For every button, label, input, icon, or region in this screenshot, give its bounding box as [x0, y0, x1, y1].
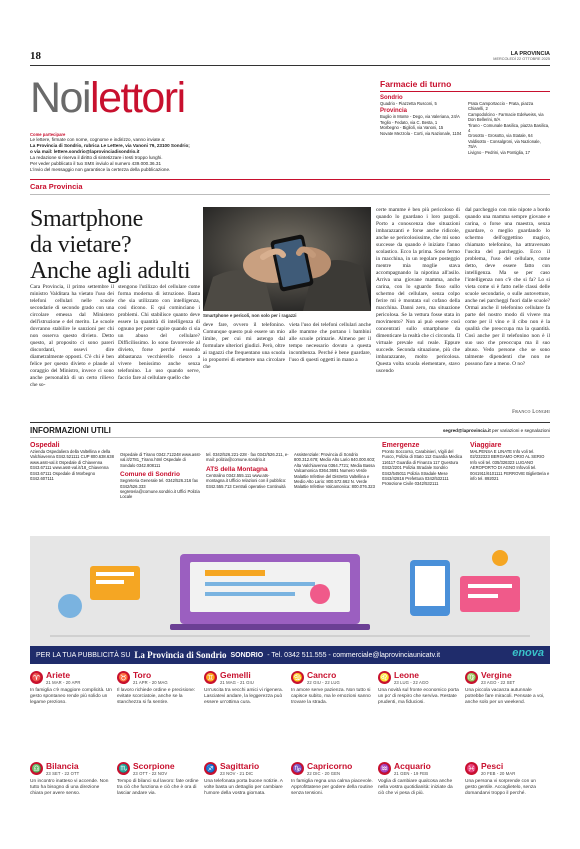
zodiac-icon: ♈: [31, 673, 42, 682]
pharmacy-item: Morbegno - Biglioli, via Vanoni, 15: [380, 125, 444, 131]
ats-title: ATS della Montagna: [206, 465, 268, 473]
pharmacy-item: Novate Mezzola - Corti, via Nazionale, 1104: [380, 130, 462, 136]
horoscope-sign-capricorno: [291, 762, 373, 846]
info-contact: [443, 428, 550, 433]
participation-line1: Le lettere, firmate con nome, cognome e indirizzo, vanno inviate a:: [30, 137, 166, 143]
participation-email[interactable]: o via mail: lettere.sondrio@laprovinciadisondrio.it: [30, 149, 140, 155]
horoscope-sign-bilancia: [30, 762, 112, 846]
horoscope-sign-ariete: [30, 671, 112, 755]
polizia-text: tel. 0342/526.221-228 · fax 0342/526.211, e-mail: polizia@comune.sondrio.it: [206, 452, 289, 463]
zodiac-text: In famiglia regna una calma piacevole. Approfittatene per godere della routine senza tensioni.: [291, 779, 373, 796]
horoscope-sign-sagittario: [204, 762, 286, 846]
zodiac-dates: 21 MAR - 20 APR: [46, 680, 81, 685]
pharmacy-item: Livigno - Pedrini, via Pontiglia, 17: [468, 149, 530, 155]
travel-title: Viaggiare: [470, 442, 502, 449]
headline-line: Smartphone: [30, 206, 143, 232]
zodiac-dates: 23 LUG - 22 AGO: [394, 680, 429, 685]
zodiac-icon: ♉: [118, 673, 129, 682]
zodiac-text: In famiglia c'è maggiore complicità. Un gesto spontaneo rende più solido un legame prezioso.: [30, 688, 112, 705]
horoscope-sign-leone: [378, 671, 460, 755]
zodiac-dates: 21 MAG - 21 GIU: [220, 680, 254, 685]
zodiac-icon: ♑: [292, 764, 303, 773]
ad-city: SONDRIO: [230, 651, 264, 659]
masthead-noi: Noi: [30, 74, 91, 122]
zodiac-text: Una persona vi sorprende con un gesto gentile. Accoglietelo, senza domandarvi troppo il perché.: [465, 779, 536, 796]
participation-line2: La Provincia di Sondrio, rubrica Le Lettere, via Vanoni 79, 23100 Sondrio;: [30, 143, 190, 149]
comune-text: Segreteria Generale tel. 0342/526.216 fax 0342/526.333 segreteria@comune.sondrio.it Uffici Polizia Locale: [120, 478, 200, 500]
zodiac-icon: ♎: [31, 764, 42, 773]
article-headline: [30, 206, 210, 284]
pharmacies-provincia-label: Provincia: [380, 108, 408, 115]
ad-contact: - Tel. 0342 511.555 - commerciale@laprovinciaunicatv.it: [267, 651, 441, 659]
pharmacy-item: Prata Camportaccio - Prata, piazza Chiarelli, 2: [468, 101, 534, 112]
headline-line: da vietare?: [30, 232, 132, 258]
ad-paper: La Provincia di Sondrio: [134, 650, 227, 660]
zodiac-name: Ariete: [46, 670, 71, 680]
zodiac-dates: 21 GEN - 19 FEB: [394, 771, 429, 776]
pharmacies-title: Farmacie di turno: [380, 79, 550, 92]
ad-bar: [30, 646, 550, 664]
zodiac-name: Leone: [394, 670, 420, 680]
zodiac-name: Acquario: [394, 761, 431, 771]
horoscope-sign-scorpione: [117, 762, 199, 846]
horoscope-sign-cancro: [291, 671, 373, 755]
participation-line6: L'invio del messaggio non garantisce la certezza della pubblicazione.: [30, 166, 171, 172]
zodiac-name: Sagittario: [220, 761, 260, 771]
comune-title: Comune di Sondrio: [120, 471, 180, 479]
zodiac-text: Voglia di cambiare qualcosa anche nella vostra quotidianità: iniziate da ciò che vi pesa di più.: [378, 779, 453, 796]
article-column-5: certe mamme è ben più pericoloso di quando lo guardano i loro pargoli. Porto a conoscenza due situazioni imbarazzanti e forse anche ridicole, anche se pericolosissime, che mi sono successe da quando è iniziato l'anno scolastico. Ecco la prima. Sono fermo in macchina, in un regolare posteggio mentre mia moglie stava accompagnando la nipotina all'asilo. Arriva una giovane mamma, anche carina, con lo sguardo fisso sullo schermo del cellulare, senza colpo ferire mi è montata sul cofano della macchina. Danni zero, ma situazione pericolosa. Se la vettura fosse stata in movimento? Non ai può essere così concentrati sullo smartphone da dimenticare la realtà che ci circonda. Il virtuale prevale sul reale. Eppure succede. Seconda situazione, più che imbarazzante, molto pericolosa. Questa volta scuola elementare, stavo uscendo: [376, 207, 460, 374]
info-email[interactable]: segred@laprovincia.it: [442, 428, 491, 433]
zodiac-name: Gemelli: [220, 670, 251, 680]
zodiac-icon: ♒: [379, 764, 390, 773]
hospitals-title: Ospedali: [30, 442, 60, 449]
article-column-2: stengono l'utilizzo del cellulare come forma moderna di istruzione. Basta che sia utilizzato con intelligenza, così dicono. E qui cominciano i problemi. Chi stabilisce quanto deve essere la quantità di intelligenza di ognuno per poter capire quando ci sia un abuso del cellulare? Difficilissimo. Io sono favorevole al divieto, forse perché essendo abbastanza vecchierello riesco a vivere benissimo anche senza telefonino. Lo uso quando serve, faccio fare al cellulare quello che: [118, 284, 200, 381]
zodiac-dates: 22 GIU - 22 LUG: [307, 680, 340, 685]
horoscope-sign-acquario: [378, 762, 460, 846]
section-label: Cara Provincia: [30, 182, 83, 191]
zodiac-dates: 20 FEB - 20 MAR: [481, 771, 516, 776]
horoscope-sign-pesci: [465, 762, 547, 846]
zodiac-text: Una novità sul fronte economico porta un po' di respiro che serviva. Restate prudenti, ma fiduciosi.: [378, 688, 459, 705]
article-column-3: deve fare, ovvero il telefonino. Comunque questo può essere un mio limite, per cui mi astengo dal formulare ulteriori giudizi. Però, oltre ai ragazzi che frequentano una scuola io proporrei di emettere una circolare che: [203, 322, 285, 370]
zodiac-name: Pesci: [481, 761, 504, 771]
pharmacies-box: [380, 79, 550, 171]
header-rule: [30, 65, 550, 66]
zodiac-dates: 23 SET - 22 OTT: [46, 771, 80, 776]
assistenziale-text: Assistenziale: Provincia di Sondrio 800.312.678; Medio Alto Lario 840.000.603; Alta Valchiavenna 0364.7721; Media Bassa Valcamonica 0364.3691 Numero Verde Malattie Infettive del Distretto Valtellina e Medio Alto Lario: 800.572.662 N. Verde Malattie Infettive Valcamonica: 800.076.323: [294, 452, 376, 490]
pharmacy-item: Grosotto - Grosotto, via Statale, 64: [468, 133, 533, 139]
participation-box: [30, 132, 360, 172]
info-travel: [470, 442, 550, 532]
section-underline: [30, 194, 550, 195]
info-email-suffix: per variazioni e segnalazioni: [492, 428, 550, 433]
zodiac-icon: ♍: [466, 673, 477, 682]
header-date: MERCOLEDÌ 22 OTTOBRE 2025: [493, 57, 550, 61]
travel-text: MALPENSA E LINATE Info voli tel. 02/232323 BERGAMO ORIO AL SERIO Info voli tel. 035/326323 LUGANO AEROPORTO DI AGNO Infovoli tel. 0041911/6101111 FERROVIE Biglietteria e info tel. 892021: [470, 449, 550, 482]
zodiac-name: Cancro: [307, 670, 337, 680]
info-underline: [30, 437, 550, 438]
info-hospitals: [30, 442, 116, 532]
article-signature: Franco Longhi: [512, 410, 550, 415]
pharmacy-item: Buglio in Monte - Dego, via Valeriana, 24/A: [380, 114, 460, 120]
pharmacy-item: Teglio - Fedato, via C. Besta, 1: [380, 119, 438, 125]
emergencies-text: Pronto Soccorso, Carabinieri, Vigili del Fuoco, Polizia di Stato 112 Guardia Medica 116117 Guardia di Finanza 117 Questura 0342/2201 Polizia Stradale Sondrio 0342/545011 Polizia Stradale Mese 0343/42816 Prefettura 0342/532111 Protezione Civile 0342/532111: [382, 449, 463, 487]
info-ats: [206, 452, 290, 532]
article-photo: [203, 207, 371, 311]
zodiac-text: Un incontro inatteso vi accende. Non tutto ha bisogno di una direzione chiara per avere senso.: [30, 779, 109, 796]
hands-phone-illustration: [203, 207, 371, 311]
section-masthead: [30, 73, 185, 123]
pharmacy-item: Valdisotto - Consalgroni, via Nazionale, 75/A: [468, 138, 541, 150]
ad-illustration: [30, 536, 550, 646]
zodiac-icon: ♊: [205, 673, 216, 682]
zodiac-name: Toro: [133, 670, 152, 680]
info-emergencies: [382, 442, 466, 532]
ats-text: Centralino 0342.555.111 www.ats-montagna.it Ufficio relazioni con il pubblico: 0342.555.713 Centrali operative Continuità: [206, 472, 287, 489]
masthead-lettori: lettori: [90, 74, 185, 122]
hospitals-text: Azienda Ospedaliera della Valtellina e della Valchiavenna 0342.521111 CUP 800.638.638 www.asst-val.it Ospedale di Chiavenna 0343.67111 www.asst-val.it/18_Chiavenna 0343.67111 Ospedale di Morbegno 0342.607111: [30, 449, 114, 482]
zodiac-text: Tempo di bilanci sul lavoro: fate ordine tra ciò che funziona e ciò che è ora di lasciar andare via.: [117, 779, 199, 796]
tirano-text: Ospedale di Tirano 0342.712248 www.asst-val.it/2781_Tirano.html Ospedale di Sondalo 0342.808111: [120, 452, 202, 468]
article-column-6: dal parcheggio con mio nipote a bordo quando una mamma sempre giovane e carina, o forse una maestra, senza guardare, o meglio guardando lo schermo dell'oggettino magico, chiamato telefonino, ha attraversato l'uscita del parcheggio. Ecco il problema, l'uso del cellulare, come detto, deve essere fatto con intelligenza. Ma se per caso l'intelligenza non c'è che si fa? Lo si vieta come si è fatto nelle classi delle scuole secondarie, o sulle autovetture, anche nei parcheggi fuori dalle scuole? Ormai anche il telefonino cellulare fa parte del nostro modo di vivere ma come per il vino e il cibo non è la qualità che preoccupa ma la quantità. Così anche per il telefonino non è il suo uso che preoccupa ma il suo abuso. Vedo persone che se sono talmente dipendenti che non ne possono fare a meno. O no?: [465, 207, 550, 367]
horoscope-sign-vergine: [465, 671, 547, 755]
zodiac-icon: ♓: [466, 764, 477, 773]
pharmacies-sondrio: Quadrio - Piazzetta Rusconi, 5: [380, 101, 437, 106]
zodiac-icon: ♏: [118, 764, 129, 773]
zodiac-name: Capricorno: [307, 761, 353, 771]
zodiac-dates: 23 NOV - 21 DIC: [220, 771, 254, 776]
zodiac-dates: 23 AGO - 22 SET: [481, 680, 516, 685]
zodiac-icon: ♋: [292, 673, 303, 682]
header-paper: LA PROVINCIA: [510, 51, 550, 57]
pharmacies-sondrio-label: Sondrio: [380, 95, 403, 101]
zodiac-icon: ♌: [379, 673, 390, 682]
participation-line5: Per veder pubblicato il tuo SMS inviulo al numero 439.000.36.31: [30, 161, 162, 167]
zodiac-text: Una telefonata porta buone notizie. A volte basta un dettaglio per cambiare l'umore della vostra giornata.: [204, 779, 283, 796]
ad-text: PER LA TUA PUBBLICITÀ SU: [36, 651, 131, 659]
zodiac-text: Un'uscita tra vecchi amici vi rigenera. Lasciatevi andare, la leggerezza può essere un'ottima cura.: [204, 688, 284, 705]
zodiac-name: Bilancia: [46, 761, 79, 771]
zodiac-dates: 22 DIC - 20 GEN: [307, 771, 341, 776]
headline-line: Anche agli adulti: [30, 258, 191, 284]
pharmacy-item: Campodolcino - Farmacie Edelweiss, via Don Bellerini, 8/A: [468, 111, 544, 123]
zodiac-icon: ♐: [205, 764, 216, 773]
horoscope-sign-toro: [117, 671, 199, 755]
zodiac-name: Scorpione: [133, 761, 175, 771]
pharmacy-item: Tirano - Comunale Basilica, piazza Basilica, 4: [468, 122, 550, 134]
photo-caption: Smartphone e pericoli, non solo per i ragazzi: [203, 313, 297, 318]
participation-title: Come partecipare: [30, 132, 66, 137]
participation-line4: La redazione si riserva il diritto di sintetizzare i testi troppo lunghi.: [30, 155, 163, 161]
advertisement[interactable]: [30, 536, 550, 664]
page-number: 18: [30, 50, 41, 62]
info-title: INFORMAZIONI UTILI: [30, 426, 111, 435]
info-assistenziale: [294, 452, 378, 532]
info-rule: [30, 422, 550, 423]
zodiac-dates: 23 OTT - 22 NOV: [133, 771, 168, 776]
horoscope-sign-gemelli: [204, 671, 286, 755]
ad-brand-logo: enova: [512, 647, 544, 659]
zodiac-text: In amore serve pazienza. Non tutto si capisce subito, ma le emozioni sanno trovare la strada.: [291, 688, 371, 705]
info-hospitals-2: [120, 452, 202, 532]
zodiac-text: Il lavoro richiede ordine e precisione: evitate scorciatoie, anche se la stanchezza si fa sentire.: [117, 688, 196, 705]
emergencies-title: Emergenze: [382, 442, 420, 449]
zodiac-text: Una piccola vacanza autunnale potrebbe fare miracoli. Pensate a voi, anche solo per un weekend.: [465, 688, 545, 705]
zodiac-dates: 21 APR - 20 MAG: [133, 680, 168, 685]
zodiac-name: Vergine: [481, 670, 512, 680]
section-rule: [30, 179, 550, 180]
article-column-1: Cara Provincia, il primo settembre il ministro Valditara ha vietato l'uso dei telefoni cellulari nelle scuole secondarie di secondo grado con una circolare emessa dal Ministero dell'istruzione e del merito. Le scuole dovranno stabilire le sanzioni per chi non osserva questo divieto. Detto questo, al proposito ci sono pareri discordanti, ossevi dire diametralmente opposti. C'è chi è ben felice per questo divieto e plaude al coraggio del Ministro, invece ci sono anche personalità di un certo rilievo che so-: [30, 284, 114, 388]
article-column-4: vieta l'uso dei telefoni cellulari anche alle mamme che portano i bambini alle scuole primarie. Almeno per il tempo necessario dovuto a questa incombenza. Perché è bene guardare, l'uso di questi oggetti in mano a: [289, 322, 371, 363]
